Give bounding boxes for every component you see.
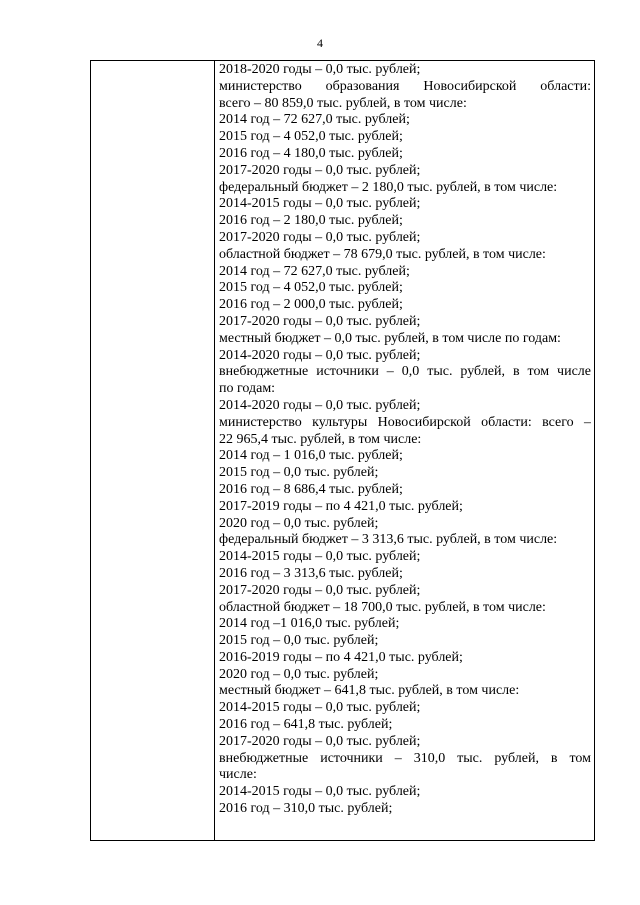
text-line: 2020 год – 0,0 тыс. рублей; <box>219 666 379 682</box>
text-line: 2014-2015 годы – 0,0 тыс. рублей; <box>219 700 421 716</box>
text-line: местный бюджет – 641,8 тыс. рублей, в том числе: <box>219 683 520 699</box>
text-line: 2016 год – 2 000,0 тыс. рублей; <box>219 297 403 313</box>
text-line: 2014-2015 годы – 0,0 тыс. рублей; <box>219 549 421 565</box>
text-line: областной бюджет – 78 679,0 тыс. рублей, в том числе: <box>219 246 546 262</box>
text-line: 2020 год – 0,0 тыс. рублей; <box>219 515 379 531</box>
text-line: 2017-2019 годы – по 4 421,0 тыс. рублей; <box>219 498 463 514</box>
text-line: 2017-2020 годы – 0,0 тыс. рублей; <box>219 313 421 329</box>
text-line: областной бюджет – 18 700,0 тыс. рублей, в том числе: <box>219 599 546 615</box>
text-line: 2017-2020 годы – 0,0 тыс. рублей; <box>219 229 421 245</box>
text-line: числе: <box>219 767 257 783</box>
text-line: 2016 год – 641,8 тыс. рублей; <box>219 717 393 733</box>
text-line: 2016 год – 2 180,0 тыс. рублей; <box>219 213 403 229</box>
text-line: 2014-2020 годы – 0,0 тыс. рублей; <box>219 397 421 413</box>
text-line: 2018-2020 годы – 0,0 тыс. рублей; <box>219 62 421 77</box>
text-line: 2016 год – 8 686,4 тыс. рублей; <box>219 481 403 497</box>
page-number: 4 <box>317 36 323 50</box>
document-table <box>90 60 595 841</box>
text-line: внебюджетные источники – 310,0 тыс. рублей, в том <box>219 750 591 766</box>
table-right-cell <box>219 62 591 818</box>
text-line: 2017-2020 годы – 0,0 тыс. рублей; <box>219 162 421 178</box>
text-line: по годам: <box>219 381 276 397</box>
text-line: 2015 год – 4 052,0 тыс. рублей; <box>219 129 403 145</box>
text-line: министерство культуры Новосибирской области: всего – <box>219 414 591 430</box>
text-line: федеральный бюджет – 3 313,6 тыс. рублей, в том числе: <box>219 532 558 548</box>
text-line: 2015 год – 0,0 тыс. рублей; <box>219 633 379 649</box>
text-line: 2014 год –1 016,0 тыс. рублей; <box>219 616 400 632</box>
text-line: внебюджетные источники – 0,0 тыс. рублей, в том числе <box>219 364 591 380</box>
text-line: 2016 год – 3 313,6 тыс. рублей; <box>219 565 403 581</box>
text-line: 2014 год – 72 627,0 тыс. рублей; <box>219 263 410 279</box>
text-line: 2015 год – 0,0 тыс. рублей; <box>219 465 379 481</box>
text-line: местный бюджет – 0,0 тыс. рублей, в том числе по годам: <box>219 330 561 346</box>
text-line: 2017-2020 годы – 0,0 тыс. рублей; <box>219 733 421 749</box>
text-line: 2016-2019 годы – по 4 421,0 тыс. рублей; <box>219 649 463 665</box>
text-line: федеральный бюджет – 2 180,0 тыс. рублей, в том числе: <box>219 179 558 195</box>
text-line: 2014 год – 72 627,0 тыс. рублей; <box>219 112 410 128</box>
text-line: 2014 год – 1 016,0 тыс. рублей; <box>219 448 403 464</box>
text-line: 2014-2015 годы – 0,0 тыс. рублей; <box>219 784 421 800</box>
text-line: 2014-2015 годы – 0,0 тыс. рублей; <box>219 196 421 212</box>
text-line: 22 965,4 тыс. рублей, в том числе: <box>219 431 422 447</box>
column-divider <box>214 61 215 840</box>
text-line: 2014-2020 годы – 0,0 тыс. рублей; <box>219 347 421 363</box>
text-line: 2017-2020 годы – 0,0 тыс. рублей; <box>219 582 421 598</box>
text-line: министерство образования Новосибирской области: <box>219 78 591 94</box>
text-line: 2015 год – 4 052,0 тыс. рублей; <box>219 280 403 296</box>
text-line: всего – 80 859,0 тыс. рублей, в том числе: <box>219 95 467 111</box>
text-line: 2016 год – 4 180,0 тыс. рублей; <box>219 145 403 161</box>
text-line: 2016 год – 310,0 тыс. рублей; <box>219 801 393 817</box>
